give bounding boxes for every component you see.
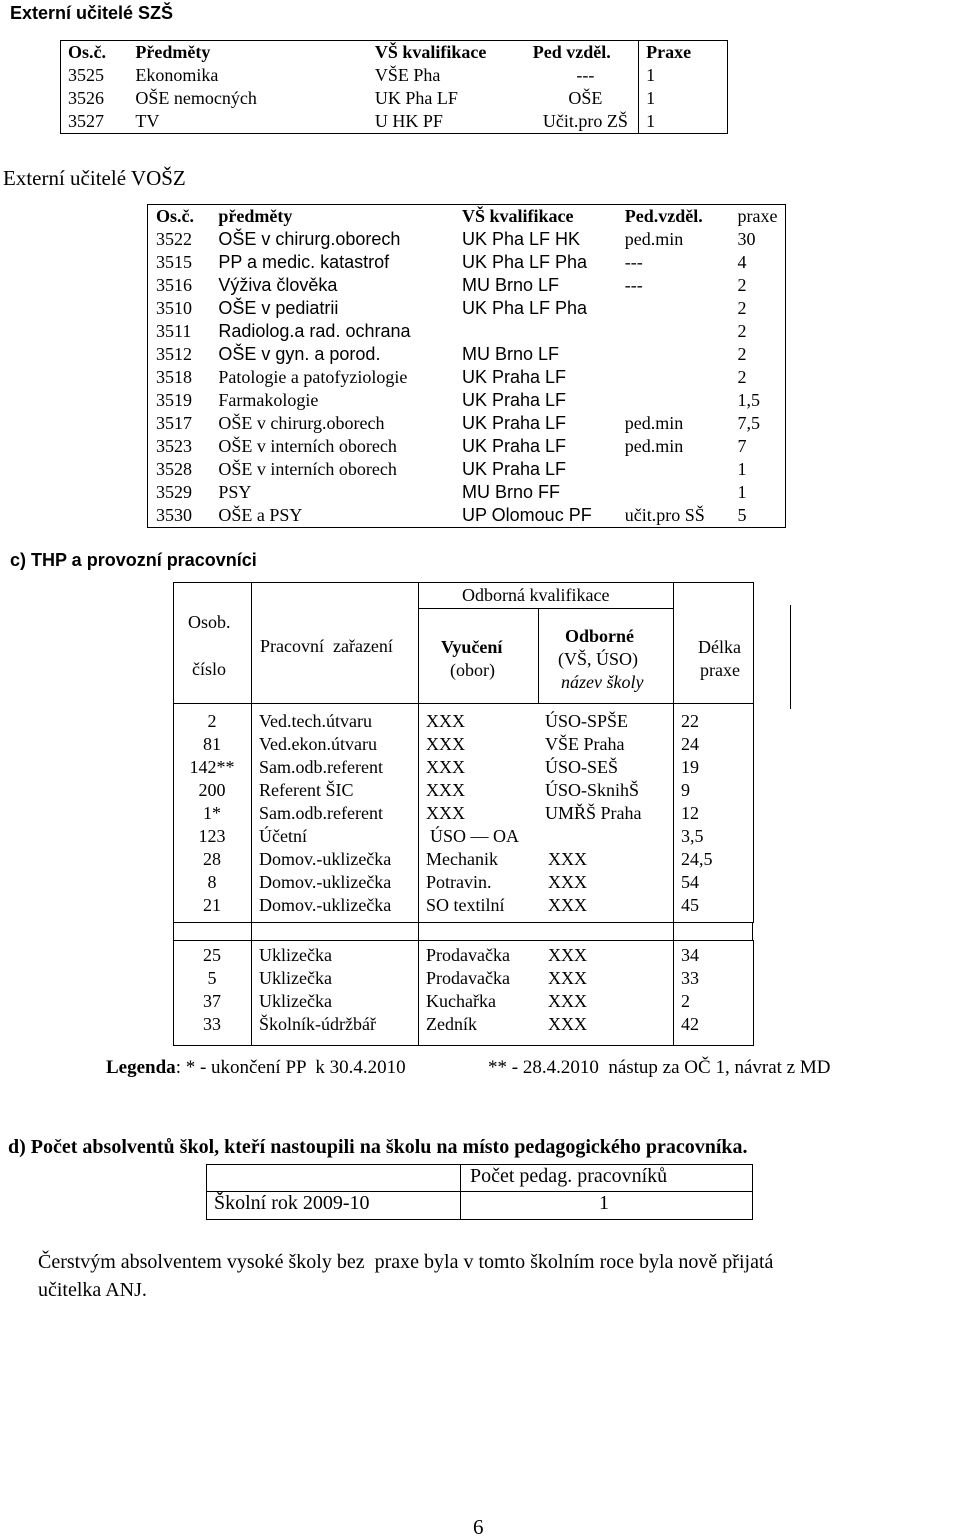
legend-text2: ** - 28.4.2010 nástup za OČ 1, návrat z MD [488,1057,831,1078]
thp-odborna-label: Odborná kvalifikace [462,585,610,605]
cell: UK Praha LF [461,367,567,387]
cell: PP a medic. katastrof [218,252,390,272]
cell: OŠE v chirurg.oborech [218,413,385,433]
divider [538,608,539,703]
cell: 5 [737,505,747,525]
cell: OŠE a PSY [218,505,303,525]
cell [617,458,730,481]
cell: Uklizečka [259,968,332,988]
cell: 19 [681,757,699,777]
cell [617,320,730,343]
cell: 34 [681,945,699,965]
divider [418,940,419,1046]
thp-obor-label: (obor) [450,660,495,680]
cell: UK Praha LF [461,436,567,456]
szs-col-osc: Os.č. [68,42,106,62]
cell: 33 [681,968,699,988]
cell: 3518 [156,367,192,387]
divider [251,940,252,1046]
cell: 3515 [156,252,192,272]
thp-delka-label: Délka [698,637,741,657]
cell: Uklizečka [259,991,332,1011]
cell: Radiolog.a rad. ochrana [218,321,411,341]
cell: 3523 [156,436,192,456]
cell: 1 [646,65,656,85]
cell: XXX [548,1014,587,1034]
cell: 1,5 [737,390,761,410]
cell: 2 [681,991,690,1011]
cell: 2 [737,275,747,295]
cell [454,320,617,343]
divider [173,922,174,941]
cell: Ved.tech.útvaru [259,711,372,731]
cell [617,366,730,389]
cell: Potravin. [426,872,492,892]
divider [752,922,753,941]
cell: XXX [548,968,587,988]
table-row [148,458,786,481]
table-row [148,389,786,412]
cell: ÚSO-SknihŠ [545,780,640,800]
cell: 3510 [156,298,192,318]
cell: Školník-údržbář [259,1014,376,1034]
thp-odborne-label: Odborné [565,626,635,646]
cell: 24 [681,734,699,754]
cell: UK Praha LF [461,413,567,433]
table-row [148,481,786,504]
cell: 1 [737,482,747,502]
cell: ped.min [624,436,684,456]
cell: OŠE v interních oborech [218,436,397,456]
cell: UK Pha LF HK [461,229,581,249]
divider [173,922,753,923]
cell: Kuchařka [426,991,496,1011]
divider [418,582,419,703]
thp-osob-cell: 1* [203,803,221,823]
cell: MU Brno FF [461,482,560,502]
cell: Sam.odb.referent [259,757,383,777]
legend [106,1057,406,1079]
divider [673,582,674,703]
cell: MU Brno LF [461,275,560,295]
cell: 4 [737,252,747,272]
cell: Prodavačka [426,968,510,988]
thp-osob-cell: 33 [203,1014,221,1034]
cell: 3517 [156,413,192,433]
cell: XXX [548,849,587,869]
szs-table [60,40,728,134]
cell: 2 [737,321,747,341]
szs-header-row [61,41,728,65]
cell: XXX [548,895,587,915]
voszs-table [147,204,786,528]
table-row [148,412,786,435]
cell: Mechanik [426,849,498,869]
cell: 30 [737,229,756,249]
szs-col-vs: VŠ kvalifikace [374,42,487,62]
cell: Uklizečka [259,945,332,965]
section-d-row-label: Školní rok 2009-10 [214,1192,370,1214]
section-d-row-value: 1 [599,1192,609,1214]
divider [418,608,673,609]
cell: XXX [426,711,465,731]
cell: 1 [737,459,747,479]
cell: 2 [737,298,747,318]
divider [251,582,252,703]
cell: Učit.pro ZŠ [526,110,639,134]
cell: 3528 [156,459,192,479]
section-d-paragraph-line2: učitelka ANJ. [38,1279,147,1301]
cell: 7 [737,436,747,456]
thp-osob-cell: 37 [203,991,221,1011]
cell: OŠE v chirurg.oborech [218,229,401,249]
cell: 3519 [156,390,192,410]
voszs-col-osc: Os.č. [156,206,194,226]
legend-label: Legenda [106,1057,176,1078]
voszs-col-vs: VŠ kvalifikace [461,206,574,226]
cell: 3527 [68,111,104,131]
cell [617,481,730,504]
cell: 42 [681,1014,699,1034]
cell: 3512 [156,344,192,364]
legend-text1: : * - ukončení PP k 30.4.2010 [175,1057,406,1078]
szs-col-ped: Ped vzděl. [526,41,639,65]
thp-osob-cell: 200 [198,780,226,800]
page-number: 6 [473,1515,484,1539]
cell: XXX [426,803,465,823]
cell: XXX [426,780,465,800]
thp-heading: c) THP a provozní pracovníci [10,550,257,570]
thp-osob-cell: 21 [203,895,221,915]
cell: OŠE v interních oborech [218,459,397,479]
cell: OŠE v pediatrii [218,298,339,318]
thp-osob-cell: 123 [198,826,226,846]
cell: ÚSO-SEŠ [545,757,619,777]
divider [418,922,419,941]
cell: --- [624,275,643,295]
cell: 7,5 [737,413,761,433]
divider [418,702,419,923]
cell: OŠE [526,87,639,110]
cell: --- [624,252,643,272]
cell [617,297,730,320]
cell: ÚSO-SPŠE [545,711,629,731]
cell: 1 [646,111,656,131]
thp-osob-cell: 2 [207,711,217,731]
table-row [148,228,786,251]
cell: OŠE v gyn. a porod. [218,344,381,364]
cell: 3529 [156,482,192,502]
section-d-col-header: Počet pedag. pracovníků [470,1165,668,1187]
cell: XXX [548,945,587,965]
cell: VŠE Pha [374,65,441,85]
cell: UK Pha LF Pha [461,298,588,318]
cell: TV [135,111,160,131]
thp-cislo-label: číslo [192,659,226,679]
cell: Výživa člověka [218,275,338,295]
cell: U HK PF [374,111,443,131]
divider [460,1164,461,1219]
section-d-heading: d) Počet absolventů škol, kteří nastoupili na školu na místo pedagogického pracovníka. [8,1136,748,1158]
cell [617,343,730,366]
thp-nazev-label: název školy [561,672,644,692]
szs-col-predmety: Předměty [135,42,211,62]
divider [673,940,674,1046]
cell: 1 [646,88,656,108]
cell: Ekonomika [135,65,219,85]
cell: učit.pro SŠ [624,505,705,525]
table-row [148,435,786,458]
voszs-heading: Externí učitelé VOŠZ [3,166,186,190]
voszs-col-ped: Ped.vzděl. [624,206,703,226]
cell [617,389,730,412]
thp-osob-label: Osob. [188,612,231,632]
cell: Patologie a patofyziologie [218,367,408,387]
table-row [61,64,728,87]
thp-osob-cell: 142** [189,757,235,777]
table-row [148,343,786,366]
cell: Ved.ekon.útvaru [259,734,377,754]
cell: OŠE nemocných [135,88,257,108]
cell: UMŘŠ Praha [545,803,642,823]
cell: ÚSO — OA [430,826,520,846]
cell: UK Pha LF [374,88,458,108]
szs-col-praxe: Praxe [646,42,692,62]
thp-pracovni-label: Pracovní zařazení [260,636,393,656]
cell: Referent ŠIC [259,780,354,800]
cell: Domov.-uklizečka [259,895,392,915]
voszs-col-praxe: praxe [737,206,778,226]
szs-heading: Externí učitelé SZŠ [10,3,174,23]
cell: Zedník [426,1014,477,1034]
cell: 3525 [68,65,104,85]
cell: 3511 [156,321,192,341]
cell: Sam.odb.referent [259,803,383,823]
cell: UP Olomouc PF [461,505,592,525]
table-row [148,504,786,528]
thp-osob-cell: 8 [207,872,217,892]
cell: ped.min [624,413,684,433]
divider [673,702,674,923]
cell: VŠE Praha [545,734,625,754]
cell: 3522 [156,229,192,249]
section-d-paragraph-line1: Čerstvým absolventem vysoké školy bez praxe byla v tomto školním roce byla nově přijatá [38,1251,774,1273]
voszs-header-row [148,205,786,229]
cell: 12 [681,803,699,823]
cell: 45 [681,895,699,915]
cell: UK Praha LF [461,390,567,410]
cell: UK Pha LF Pha [461,252,588,272]
divider [251,702,252,923]
thp-praxe-label: praxe [700,660,740,680]
cell: MU Brno LF [461,344,560,364]
table-row [61,110,728,134]
cell: XXX [548,991,587,1011]
table-row [148,297,786,320]
table-row [148,274,786,297]
cell: XXX [426,757,465,777]
cell: Prodavačka [426,945,510,965]
cell: XXX [548,872,587,892]
cell: Účetní [259,826,307,846]
cell: 3530 [156,505,192,525]
cell: SO textilní [426,895,505,915]
cell: 3,5 [681,826,704,846]
table-row [148,320,786,343]
cell: UK Praha LF [461,459,567,479]
table-row [148,251,786,274]
cell: XXX [426,734,465,754]
cell: 54 [681,872,699,892]
table-row [148,366,786,389]
cell: Farmakologie [218,390,319,410]
cell: 3516 [156,275,192,295]
cell: PSY [218,482,252,502]
thp-osob-cell: 81 [203,734,221,754]
thp-osob-cell: 5 [207,968,217,988]
cell: 9 [681,780,690,800]
cell: Domov.-uklizečka [259,849,392,869]
divider [251,922,252,941]
voszs-col-predmety: předměty [218,206,293,226]
cell: 2 [737,367,747,387]
table-row [61,87,728,110]
thp-vyuceni-label: Vyučení [441,637,503,657]
cell: 24,5 [681,849,713,869]
cell: 2 [737,344,747,364]
cell: ped.min [624,229,684,249]
thp-osob-cell: 25 [203,945,221,965]
divider [790,605,791,709]
thp-vsuso-label: (VŠ, ÚSO) [558,649,639,669]
divider [673,922,674,941]
cell: --- [526,64,639,87]
cell: Domov.-uklizečka [259,872,392,892]
thp-osob-cell: 28 [203,849,221,869]
cell: 22 [681,711,699,731]
cell: 3526 [68,88,104,108]
